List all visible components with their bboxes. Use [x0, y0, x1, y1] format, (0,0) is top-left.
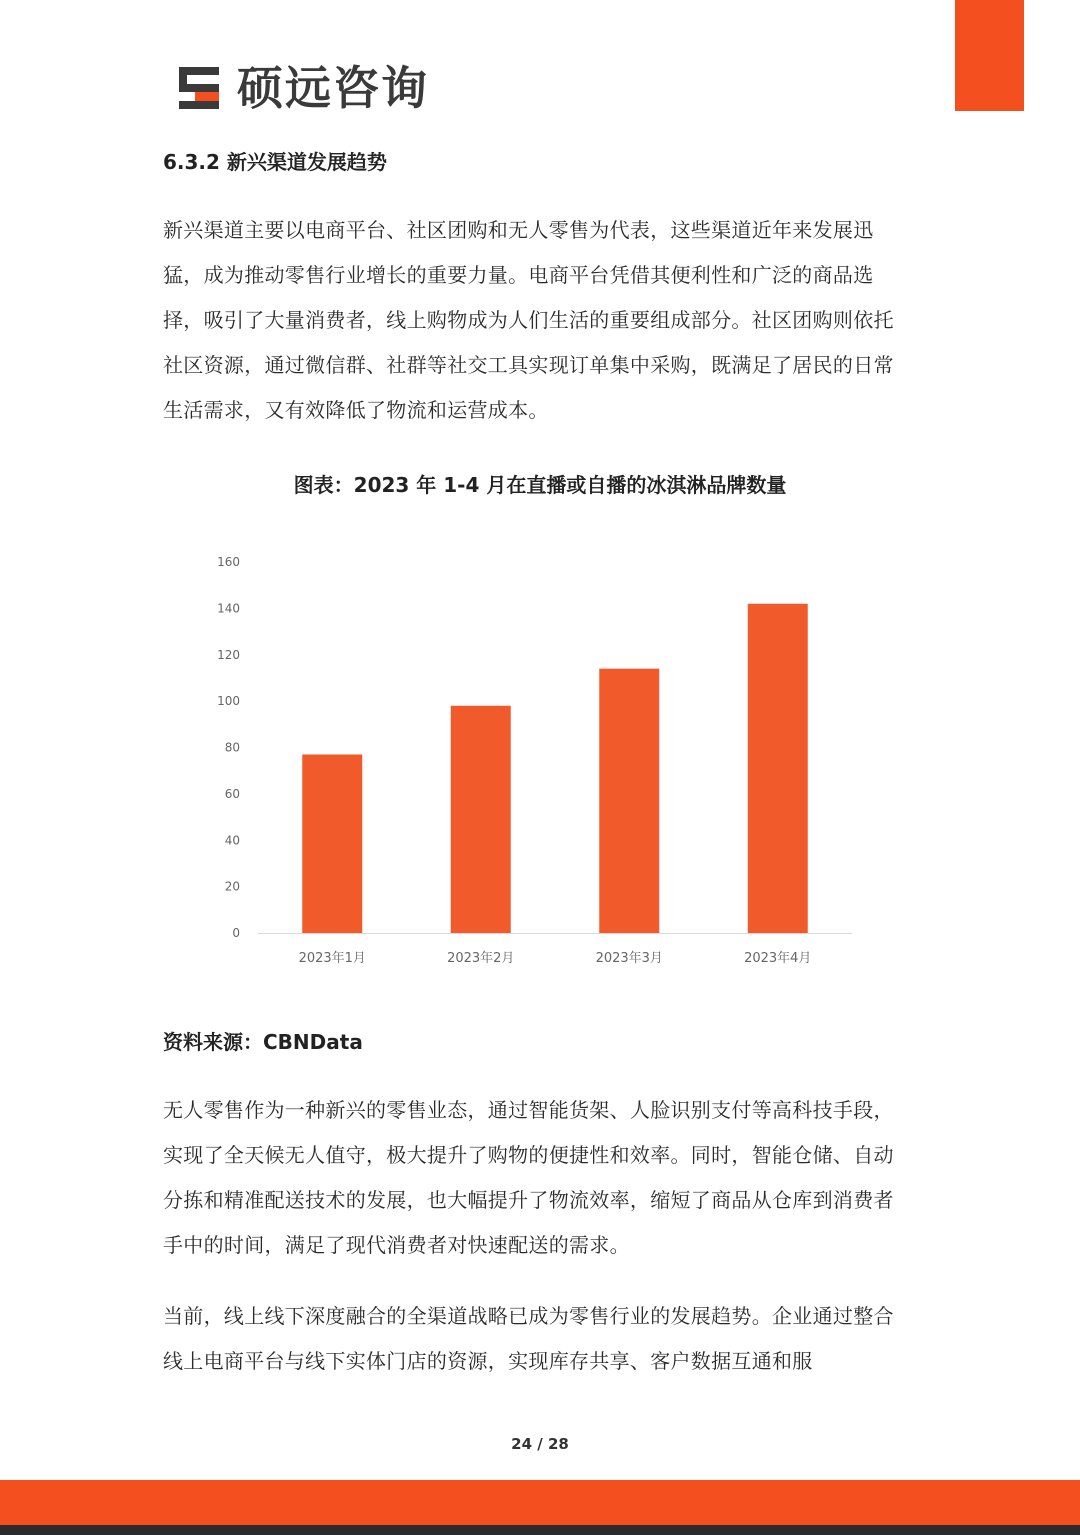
- y-tick-label: 100: [217, 694, 240, 709]
- x-tick-label: 2023年1月: [298, 951, 366, 966]
- body-paragraph: 无人零售作为一种新兴的零售业态，通过智能货架、人脸识别支付等高科技手段，实现了全天候无人值守，极大提升了购物的便捷性和效率。同时，智能仓储、自动分拣和精准配送技术的发展，也大幅提升了物流效率，缩短了商品从仓库到消费者手中的时间，满足了现代消费者对快速配送的需求。: [163, 1098, 894, 1257]
- body-paragraph: 新兴渠道主要以电商平台、社区团购和无人零售为代表，这些渠道近年来发展迅猛，成为推动零售行业增长的重要力量。电商平台凭借其便利性和广泛的商品选择，吸引了大量消费者，线上购物成为人们生活的重要组成部分。社区团购则依托社区资源，通过微信群、社群等社交工具实现订单集中采购，既满足了居民的日常生活需求，又有效降低了物流和运营成本。: [163, 218, 894, 422]
- section-heading: 6.3.2 新兴渠道发展趋势: [163, 150, 387, 174]
- bar: [599, 669, 659, 933]
- corner-accent-block: [955, 0, 1024, 111]
- x-tick-label: 2023年3月: [595, 951, 663, 966]
- bar: [748, 604, 808, 933]
- body-paragraph: 当前，线上线下深度融合的全渠道战略已成为零售行业的发展趋势。企业通过整合线上电商平台与线下实体门店的资源，实现库存共享、客户数据互通和服: [163, 1304, 894, 1373]
- y-tick-label: 20: [224, 879, 240, 894]
- source-note: 资料来源：CBNData: [163, 1030, 363, 1054]
- x-tick-label: 2023年2月: [447, 951, 515, 966]
- brand-name: 硕远咨询: [237, 61, 429, 115]
- y-tick-label: 140: [217, 601, 240, 616]
- chart-title: 图表：2023 年 1-4 月在直播或自播的冰淇淋品牌数量: [293, 473, 787, 497]
- y-tick-label: 0: [232, 926, 240, 940]
- bar: [302, 754, 362, 933]
- y-tick-label: 80: [224, 740, 240, 755]
- y-tick-label: 40: [224, 833, 240, 848]
- y-tick-label: 160: [217, 555, 240, 569]
- y-tick-label: 120: [217, 647, 240, 662]
- x-tick-label: 2023年4月: [744, 951, 812, 966]
- footer-accent-bar: [0, 1480, 1080, 1525]
- brand-logo: [175, 60, 429, 116]
- bar-chart: [190, 530, 870, 990]
- brand-logo-icon: [175, 63, 225, 113]
- y-tick-label: 60: [224, 786, 240, 801]
- footer-dark-strip: [0, 1525, 1080, 1535]
- page-number: 24 / 28: [511, 1435, 569, 1453]
- bar: [451, 706, 511, 933]
